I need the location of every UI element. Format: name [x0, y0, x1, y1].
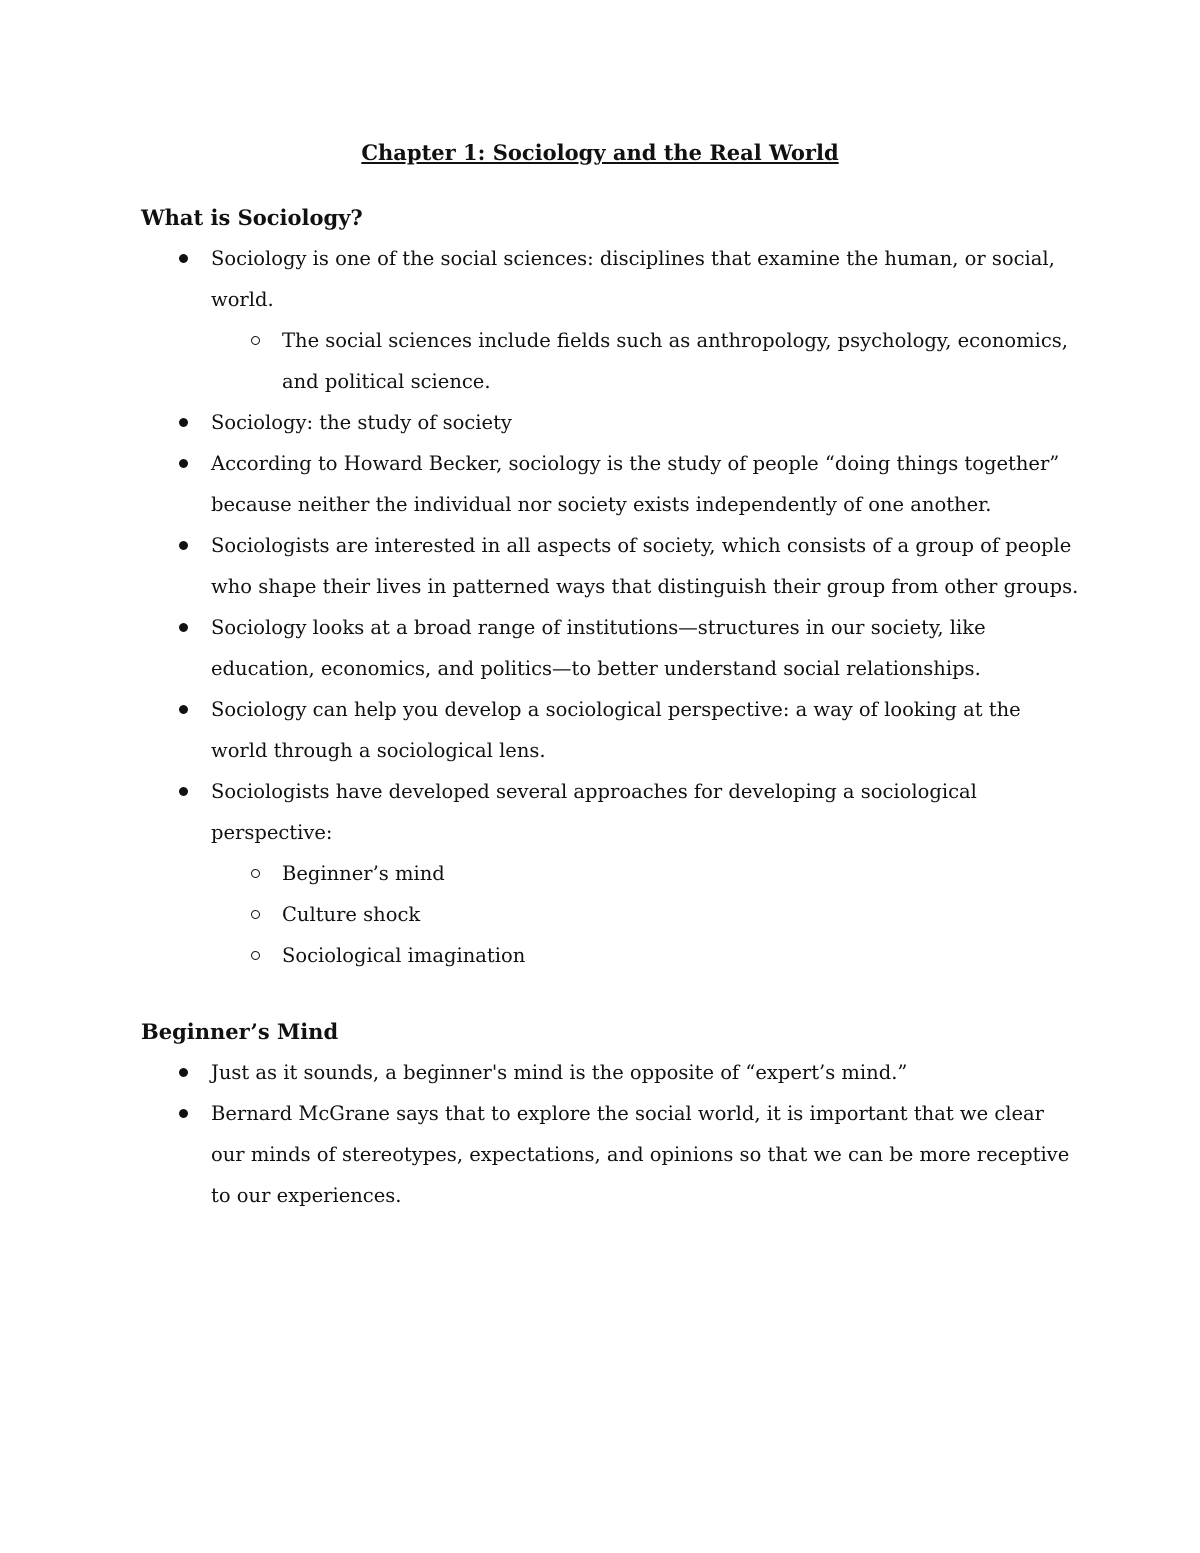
- hollow-bullet-icon: [251, 910, 260, 919]
- sub-bullet-list: [211, 853, 1081, 976]
- list-item: [141, 607, 1081, 689]
- section-what-is-sociology: [141, 197, 1081, 976]
- section-beginners-mind: [141, 1011, 1081, 1216]
- list-item: [141, 771, 1081, 976]
- list-item-text: Sociologists are interested in all aspects of society, which consists of a group of people who shape their lives in patterned ways that distinguish their group from other groups.: [211, 534, 1079, 598]
- list-item: [141, 1093, 1081, 1216]
- sub-list-item-text: The social sciences include fields such as anthropology, psychology, economics, and political science.: [282, 329, 1068, 393]
- page-title: Chapter 1: Sociology and the Real World: [361, 140, 839, 165]
- sub-bullet-list: [211, 320, 1081, 402]
- list-item-text: Sociology is one of the social sciences: disciplines that examine the human, or social, world.: [211, 247, 1055, 311]
- list-item: [141, 689, 1081, 771]
- sub-list-item-text: Beginner’s mind: [282, 862, 445, 885]
- list-item: [141, 443, 1081, 525]
- list-item-text: Sociology: the study of society: [211, 411, 512, 434]
- bullet-icon: [179, 1068, 188, 1077]
- bullet-list: [141, 1052, 1081, 1216]
- hollow-bullet-icon: [251, 869, 260, 878]
- bullet-icon: [179, 705, 188, 714]
- bullet-icon: [179, 459, 188, 468]
- bullet-icon: [179, 418, 188, 427]
- section-heading: Beginner’s Mind: [141, 1019, 339, 1044]
- bullet-icon: [179, 541, 188, 550]
- list-item: [141, 1052, 1081, 1093]
- list-item-text: According to Howard Becker, sociology is the study of people “doing things together” because neither the individual nor society exists independently of one another.: [211, 452, 1060, 516]
- section-heading: What is Sociology?: [141, 205, 363, 230]
- hollow-bullet-icon: [251, 336, 260, 345]
- sub-list-item: [211, 320, 1081, 402]
- list-item: [141, 402, 1081, 443]
- list-item-text: Sociologists have developed several approaches for developing a sociological perspective:: [211, 780, 977, 844]
- sub-list-item-text: Sociological imagination: [282, 944, 526, 967]
- sub-list-item: [211, 894, 1081, 935]
- sub-list-item: [211, 853, 1081, 894]
- bullet-icon: [179, 1109, 188, 1118]
- sub-list-item: [211, 935, 1081, 976]
- sub-list-item-text: Culture shock: [282, 903, 421, 926]
- bullet-icon: [179, 254, 188, 263]
- hollow-bullet-icon: [251, 951, 260, 960]
- bullet-list: [141, 238, 1081, 976]
- list-item-text: Bernard McGrane says that to explore the social world, it is important that we clear our minds of stereotypes, expectations, and opinions so that we can be more receptive to our experiences.: [211, 1102, 1070, 1207]
- bullet-icon: [179, 787, 188, 796]
- list-item-text: Sociology can help you develop a sociological perspective: a way of looking at the world through a sociological lens.: [211, 698, 1021, 762]
- bullet-icon: [179, 623, 188, 632]
- list-item-text: Sociology looks at a broad range of institutions—structures in our society, like education, economics, and politics—to better understand social relationships.: [211, 616, 986, 680]
- list-item-text: Just as it sounds, a beginner's mind is the opposite of “expert’s mind.”: [211, 1061, 908, 1084]
- list-item: [141, 238, 1081, 402]
- list-item: [141, 525, 1081, 607]
